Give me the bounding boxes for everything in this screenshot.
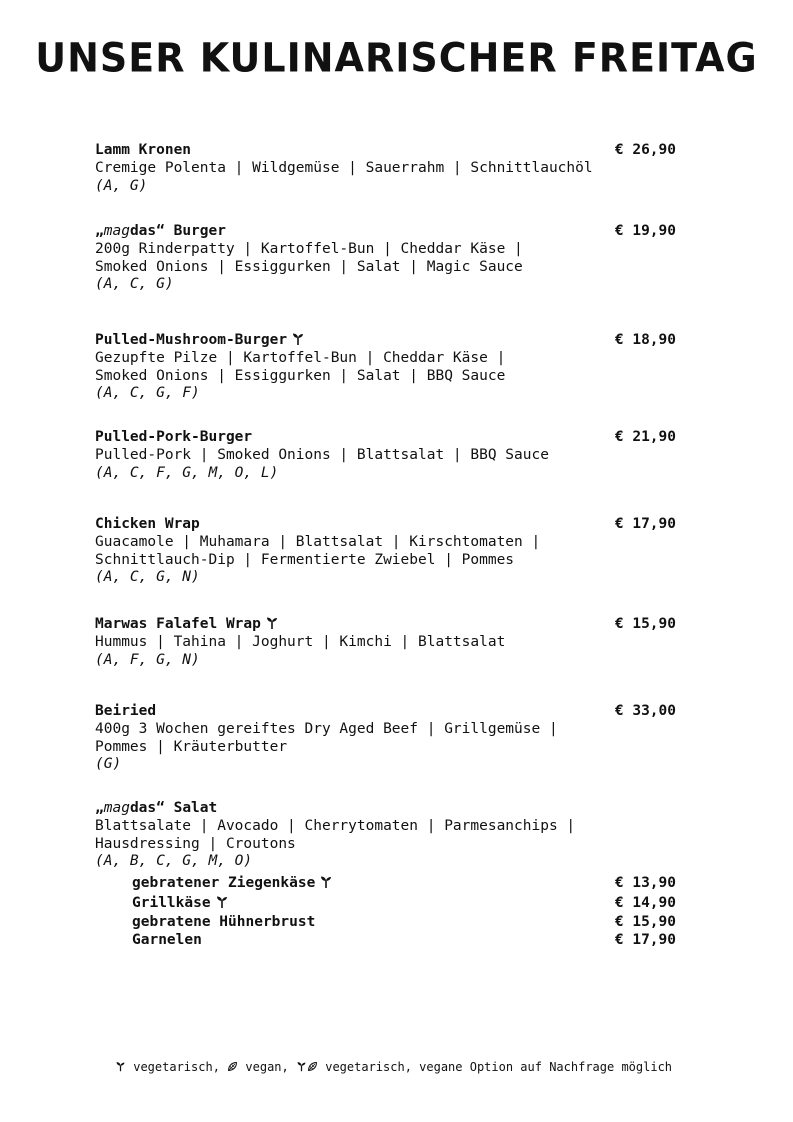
dish-price: € 26,90 [614, 142, 676, 158]
dish-description: Guacamole | Muhamara | Blattsalat | Kirschtomaten | [95, 533, 541, 550]
dish-allergens: (A, F, G, N) [95, 651, 200, 668]
option-name: gebratener Ziegenkäse [132, 875, 316, 892]
dish-description: Schnittlauch-Dip | Fermentierte Zwiebel | Pommes [95, 551, 515, 568]
dish-name [95, 223, 226, 239]
dish-description: Hummus | Tahina | Joghurt | Kimchi | Blattsalat [95, 633, 506, 650]
dish-allergens: (G) [95, 756, 122, 773]
dish-allergens: (A, G) [95, 177, 148, 194]
dish-name: Pulled-Mushroom-Burger [95, 332, 288, 348]
dish-name [95, 800, 217, 816]
salad-option [95, 913, 680, 931]
legend [115, 1060, 672, 1074]
dish-allergens: (A, C, G, N) [95, 569, 200, 586]
leaf-icon [307, 1061, 318, 1072]
dish-name-prefix: „ [95, 800, 104, 816]
menu-item-pulled-mushroom-burger [95, 332, 680, 403]
dish-price: € 21,90 [614, 429, 676, 445]
option-name: Garnelen [132, 932, 202, 949]
dish-name: Marwas Falafel Wrap [95, 616, 261, 632]
legend-option: vegetarisch, vegane Option auf Nachfrage möglich [325, 1060, 673, 1074]
dish-price: € 18,90 [614, 332, 676, 348]
dish-description: Blattsalate | Avocado | Cherrytomaten | Parmesanchips | [95, 817, 576, 834]
leaf-icon [227, 1061, 238, 1072]
menu-item-magdas-salat [95, 800, 680, 949]
dish-name-rest: das“ Burger [129, 223, 226, 239]
brand-name: mag [103, 800, 130, 816]
option-price: € 13,90 [614, 875, 676, 892]
option-price: € 17,90 [614, 932, 676, 949]
dish-price: € 33,00 [614, 703, 676, 719]
dish-description: Smoked Onions | Essiggurken | Salat | Magic Sauce [95, 258, 523, 275]
dish-description: Cremige Polenta | Wildgemüse | Sauerrahm | Schnittlauchöl [95, 159, 593, 176]
sprout-icon [265, 616, 279, 630]
brand-name: mag [103, 223, 130, 239]
dish-name: Chicken Wrap [95, 516, 200, 532]
dish-description: Pulled-Pork | Smoked Onions | Blattsalat | BBQ Sauce [95, 446, 549, 463]
sprout-icon [291, 332, 305, 346]
menu-item-falafel-wrap [95, 616, 680, 669]
option-price: € 14,90 [614, 894, 676, 911]
legend-vegan: vegan, [245, 1060, 289, 1074]
dish-allergens: (A, B, C, G, M, O) [95, 853, 253, 870]
dish-name: Beiried [95, 703, 157, 719]
dish-description: 400g 3 Wochen gereiftes Dry Aged Beef | Grillgemüse | [95, 720, 558, 737]
dish-name: Lamm Kronen [95, 142, 192, 158]
sprout-icon [296, 1061, 307, 1072]
option-name: gebratene Hühnerbrust [132, 914, 316, 931]
dish-allergens: (A, C, G, F) [95, 385, 200, 402]
dish-allergens: (A, C, G) [95, 276, 174, 293]
page-title: UNSER KULINARISCHER FREITAG [35, 34, 758, 82]
dish-description: Pommes | Kräuterbutter [95, 738, 288, 755]
menu-item-lamm-kronen [95, 142, 680, 195]
menu-item-pulled-pork-burger [95, 429, 680, 482]
salad-option [95, 874, 680, 894]
dish-allergens: (A, C, F, G, M, O, L) [95, 464, 279, 481]
option-price: € 15,90 [614, 914, 676, 931]
sprout-icon [215, 895, 229, 909]
menu-item-beiried [95, 703, 680, 774]
salad-option [95, 931, 680, 949]
menu-item-magdas-burger [95, 223, 680, 294]
dish-price: € 15,90 [614, 616, 676, 632]
dish-description: Gezupfte Pilze | Kartoffel-Bun | Cheddar Käse | [95, 349, 506, 366]
legend-vegetarian: vegetarisch, [133, 1060, 220, 1074]
salad-option [95, 894, 680, 914]
dish-name-prefix: „ [95, 223, 104, 239]
sprout-icon [319, 875, 333, 889]
dish-price: € 17,90 [614, 516, 676, 532]
menu-item-chicken-wrap [95, 516, 680, 587]
sprout-icon [115, 1061, 126, 1072]
dish-description: Hausdressing | Croutons [95, 835, 296, 852]
dish-name: Pulled-Pork-Burger [95, 429, 253, 445]
dish-name-rest: das“ Salat [129, 800, 218, 816]
dish-description: 200g Rinderpatty | Kartoffel-Bun | Cheddar Käse | [95, 240, 523, 257]
option-name: Grillkäse [132, 894, 211, 911]
dish-description: Smoked Onions | Essiggurken | Salat | BBQ Sauce [95, 367, 506, 384]
dish-price: € 19,90 [614, 223, 676, 239]
